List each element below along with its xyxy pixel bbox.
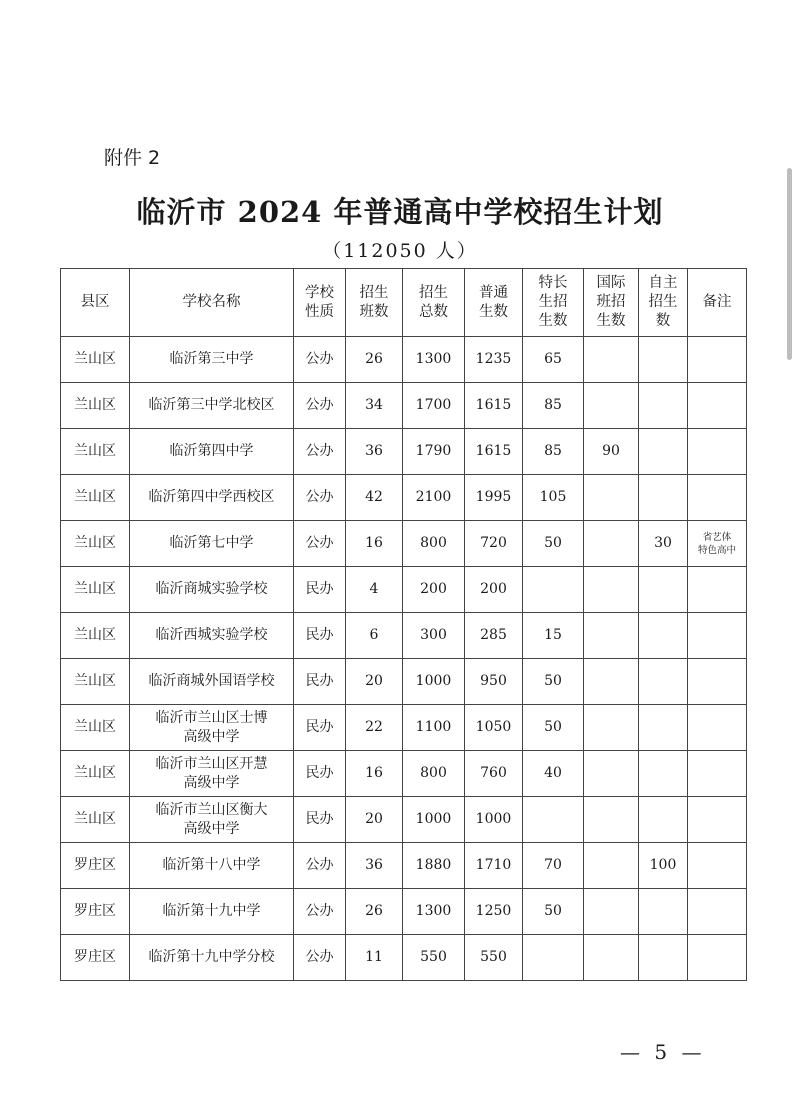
cell-county: 兰山区	[61, 521, 130, 567]
cell-specialty-students: 40	[523, 751, 584, 797]
cell-county: 兰山区	[61, 751, 130, 797]
cell-international-students	[584, 797, 639, 843]
cell-total-enrollment: 1300	[403, 889, 465, 935]
cell-county: 罗庄区	[61, 889, 130, 935]
cell-county: 兰山区	[61, 475, 130, 521]
cell-county: 兰山区	[61, 659, 130, 705]
table-row	[61, 843, 747, 889]
cell-school-nature: 公办	[294, 475, 346, 521]
cell-international-students	[584, 935, 639, 981]
table-row	[61, 475, 747, 521]
cell-international-students	[584, 475, 639, 521]
cell-regular-students: 1235	[465, 337, 523, 383]
cell-remarks	[688, 613, 747, 659]
cell-total-enrollment: 1700	[403, 383, 465, 429]
cell-regular-students: 1050	[465, 705, 523, 751]
cell-regular-students: 1615	[465, 383, 523, 429]
cell-independent-enrollment	[639, 475, 688, 521]
cell-school-name: 临沂第三中学北校区	[130, 383, 294, 429]
cell-remarks	[688, 889, 747, 935]
cell-class-count: 34	[346, 383, 403, 429]
cell-school-name: 临沂第四中学西校区	[130, 475, 294, 521]
cell-class-count: 20	[346, 797, 403, 843]
cell-independent-enrollment	[639, 613, 688, 659]
cell-independent-enrollment	[639, 383, 688, 429]
cell-specialty-students: 50	[523, 521, 584, 567]
cell-remarks	[688, 337, 747, 383]
scrollbar[interactable]	[787, 168, 792, 360]
cell-county: 兰山区	[61, 567, 130, 613]
header-county: 县区	[61, 269, 130, 337]
cell-international-students	[584, 567, 639, 613]
cell-regular-students: 720	[465, 521, 523, 567]
attachment-label: 附件 2	[104, 147, 161, 169]
table-row	[61, 613, 747, 659]
cell-remarks	[688, 567, 747, 613]
cell-regular-students: 1615	[465, 429, 523, 475]
cell-international-students: 90	[584, 429, 639, 475]
table-row	[61, 429, 747, 475]
cell-school-nature: 公办	[294, 889, 346, 935]
header-school-name: 学校名称	[130, 269, 294, 337]
cell-remarks	[688, 935, 747, 981]
cell-total-enrollment: 300	[403, 613, 465, 659]
header-total-enrollment: 招生 总数	[403, 269, 465, 337]
cell-total-enrollment: 1000	[403, 659, 465, 705]
table-row	[61, 889, 747, 935]
cell-class-count: 36	[346, 843, 403, 889]
cell-independent-enrollment: 30	[639, 521, 688, 567]
table-row	[61, 383, 747, 429]
cell-specialty-students: 85	[523, 429, 584, 475]
table-row	[61, 337, 747, 383]
cell-school-nature: 公办	[294, 521, 346, 567]
cell-regular-students: 1000	[465, 797, 523, 843]
cell-international-students	[584, 383, 639, 429]
cell-total-enrollment: 200	[403, 567, 465, 613]
cell-independent-enrollment	[639, 797, 688, 843]
cell-international-students	[584, 889, 639, 935]
cell-total-enrollment: 800	[403, 751, 465, 797]
cell-international-students	[584, 521, 639, 567]
cell-remarks	[688, 843, 747, 889]
cell-international-students	[584, 843, 639, 889]
page-number: — 5 —	[620, 1040, 706, 1064]
cell-class-count: 20	[346, 659, 403, 705]
cell-class-count: 16	[346, 751, 403, 797]
cell-specialty-students: 50	[523, 889, 584, 935]
table-row	[61, 797, 747, 843]
cell-school-name: 临沂市兰山区士博 高级中学	[130, 705, 294, 751]
cell-independent-enrollment	[639, 889, 688, 935]
enrollment-plan-table	[60, 268, 747, 981]
cell-regular-students: 1710	[465, 843, 523, 889]
table-row	[61, 659, 747, 705]
cell-regular-students: 550	[465, 935, 523, 981]
cell-regular-students: 285	[465, 613, 523, 659]
cell-school-name: 临沂商城实验学校	[130, 567, 294, 613]
cell-school-name: 临沂第十九中学分校	[130, 935, 294, 981]
cell-school-nature: 民办	[294, 567, 346, 613]
cell-school-nature: 民办	[294, 659, 346, 705]
header-independent-enrollment: 自主 招生 数	[639, 269, 688, 337]
cell-remarks	[688, 383, 747, 429]
cell-class-count: 26	[346, 337, 403, 383]
header-regular-students: 普通 生数	[465, 269, 523, 337]
cell-regular-students: 950	[465, 659, 523, 705]
cell-school-name: 临沂市兰山区衡大 高级中学	[130, 797, 294, 843]
cell-specialty-students: 65	[523, 337, 584, 383]
cell-total-enrollment: 1880	[403, 843, 465, 889]
table-row	[61, 521, 747, 567]
cell-class-count: 4	[346, 567, 403, 613]
cell-class-count: 42	[346, 475, 403, 521]
header-class-count: 招生 班数	[346, 269, 403, 337]
cell-school-name: 临沂第十九中学	[130, 889, 294, 935]
cell-county: 兰山区	[61, 705, 130, 751]
cell-international-students	[584, 659, 639, 705]
cell-class-count: 6	[346, 613, 403, 659]
cell-regular-students: 760	[465, 751, 523, 797]
cell-specialty-students: 50	[523, 659, 584, 705]
cell-school-name: 临沂第四中学	[130, 429, 294, 475]
cell-county: 兰山区	[61, 429, 130, 475]
cell-school-nature: 民办	[294, 613, 346, 659]
cell-specialty-students: 70	[523, 843, 584, 889]
cell-school-nature: 民办	[294, 751, 346, 797]
cell-independent-enrollment	[639, 935, 688, 981]
cell-county: 罗庄区	[61, 935, 130, 981]
cell-school-name: 临沂第七中学	[130, 521, 294, 567]
cell-total-enrollment: 800	[403, 521, 465, 567]
cell-school-name: 临沂市兰山区开慧 高级中学	[130, 751, 294, 797]
cell-remarks	[688, 659, 747, 705]
cell-independent-enrollment	[639, 705, 688, 751]
cell-independent-enrollment	[639, 659, 688, 705]
cell-class-count: 16	[346, 521, 403, 567]
cell-total-enrollment: 550	[403, 935, 465, 981]
cell-total-enrollment: 1790	[403, 429, 465, 475]
cell-school-name: 临沂西城实验学校	[130, 613, 294, 659]
cell-class-count: 11	[346, 935, 403, 981]
header-school-nature: 学校 性质	[294, 269, 346, 337]
table-header-row	[61, 269, 747, 337]
cell-total-enrollment: 1000	[403, 797, 465, 843]
header-remarks: 备注	[688, 269, 747, 337]
cell-class-count: 36	[346, 429, 403, 475]
cell-remarks: 省艺体 特色高中	[688, 521, 747, 567]
cell-school-nature: 民办	[294, 705, 346, 751]
cell-remarks	[688, 705, 747, 751]
cell-remarks	[688, 751, 747, 797]
cell-class-count: 26	[346, 889, 403, 935]
cell-international-students	[584, 751, 639, 797]
cell-remarks	[688, 797, 747, 843]
cell-regular-students: 200	[465, 567, 523, 613]
cell-county: 兰山区	[61, 383, 130, 429]
header-international-students: 国际 班招 生数	[584, 269, 639, 337]
cell-county: 兰山区	[61, 613, 130, 659]
cell-school-name: 临沂第十八中学	[130, 843, 294, 889]
cell-school-nature: 公办	[294, 337, 346, 383]
table-row	[61, 705, 747, 751]
cell-international-students	[584, 705, 639, 751]
cell-international-students	[584, 337, 639, 383]
cell-regular-students: 1995	[465, 475, 523, 521]
cell-independent-enrollment	[639, 337, 688, 383]
cell-specialty-students: 50	[523, 705, 584, 751]
cell-class-count: 22	[346, 705, 403, 751]
cell-county: 罗庄区	[61, 843, 130, 889]
cell-specialty-students: 15	[523, 613, 584, 659]
document-subtitle: （112050 人）	[322, 240, 478, 262]
cell-school-name: 临沂商城外国语学校	[130, 659, 294, 705]
table-row	[61, 751, 747, 797]
cell-county: 兰山区	[61, 337, 130, 383]
cell-specialty-students: 85	[523, 383, 584, 429]
header-specialty-students: 特长 生招 生数	[523, 269, 584, 337]
cell-school-nature: 公办	[294, 429, 346, 475]
cell-independent-enrollment	[639, 429, 688, 475]
table-row	[61, 567, 747, 613]
cell-school-nature: 公办	[294, 843, 346, 889]
cell-specialty-students	[523, 797, 584, 843]
cell-county: 兰山区	[61, 797, 130, 843]
cell-school-nature: 公办	[294, 383, 346, 429]
cell-school-nature: 民办	[294, 797, 346, 843]
cell-total-enrollment: 1100	[403, 705, 465, 751]
cell-regular-students: 1250	[465, 889, 523, 935]
cell-total-enrollment: 1300	[403, 337, 465, 383]
cell-independent-enrollment	[639, 751, 688, 797]
cell-specialty-students: 105	[523, 475, 584, 521]
cell-specialty-students	[523, 935, 584, 981]
table-row	[61, 935, 747, 981]
cell-school-name: 临沂第三中学	[130, 337, 294, 383]
cell-school-nature: 公办	[294, 935, 346, 981]
cell-international-students	[584, 613, 639, 659]
cell-remarks	[688, 429, 747, 475]
cell-specialty-students	[523, 567, 584, 613]
document-title: 临沂市 2024 年普通高中学校招生计划	[136, 195, 664, 229]
cell-independent-enrollment: 100	[639, 843, 688, 889]
cell-independent-enrollment	[639, 567, 688, 613]
cell-total-enrollment: 2100	[403, 475, 465, 521]
cell-remarks	[688, 475, 747, 521]
